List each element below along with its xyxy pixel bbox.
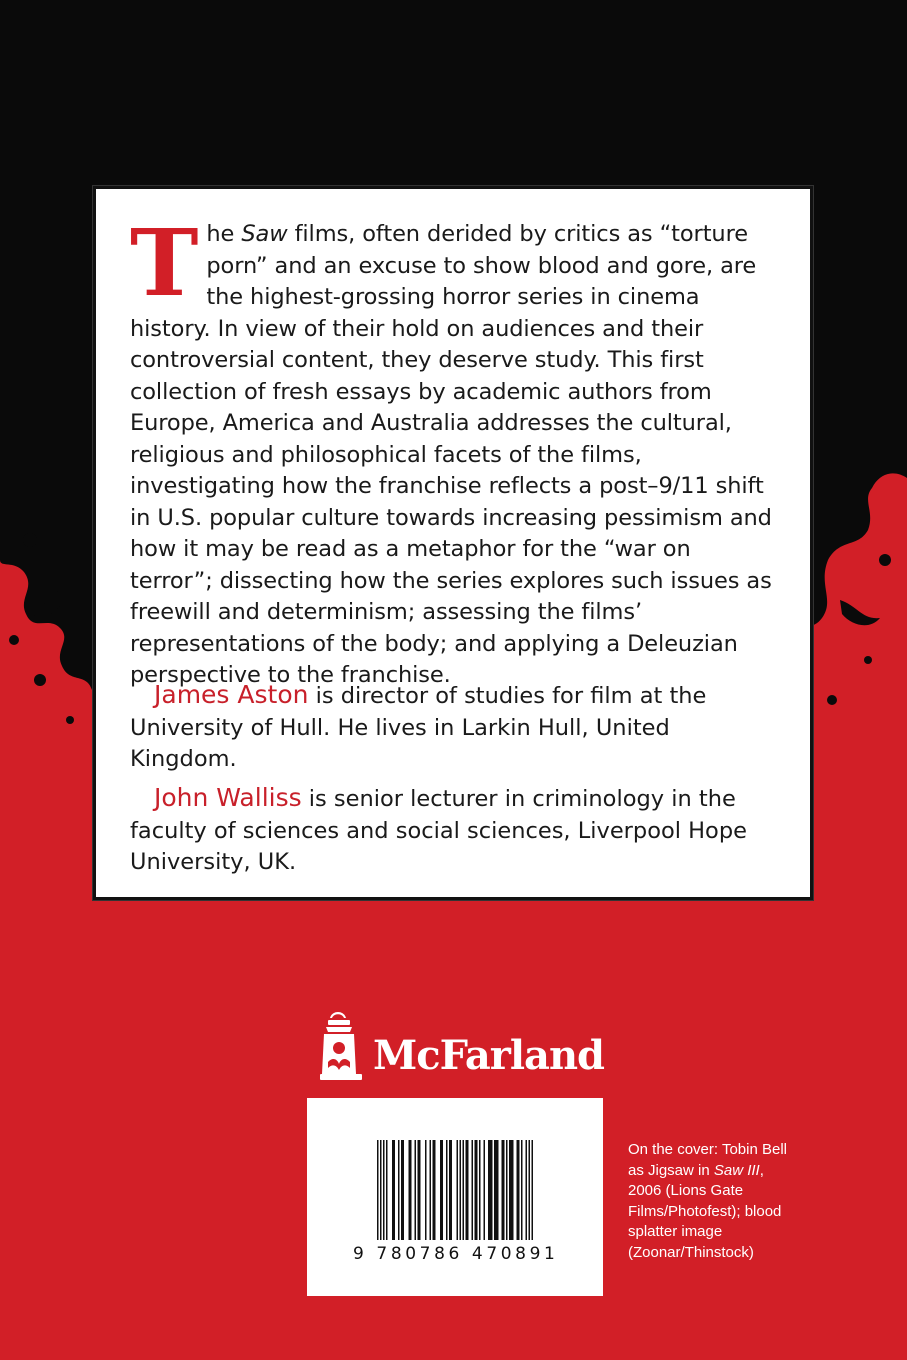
- credit-film: Saw III: [713, 1161, 760, 1179]
- barcode-bar: [409, 1140, 412, 1240]
- credit-suffix: , 2006 (Lions Gate Films/Photofest); blood splatter image (Zoonar/Thinstock): [628, 1161, 782, 1261]
- barcode-bar: [488, 1140, 493, 1240]
- blurb-text: films, often derided by critics as “torture porn” and an excuse to show blood and gore, are the highest-grossing horror series in cinema history. In view of their hold on audiences and their controversial content, they deserve study. This first collection of fresh essays by academic authors from Europe, America and Australia addresses the cultural, religious and philosophical facets of the films, investigating how the franchise reflects a post–9/11 shift in U.S. popular culture towards increasing pessimism and how it may be read as a metaphor for the “war on terror”; dissecting how the series explores such issues as freewill and determinism; assessing the films’ representations of the body; and applying a Deleuzian perspective to the franchise.: [130, 221, 772, 688]
- barcode-bar: [386, 1140, 388, 1240]
- author-bio-text: is director of studies for film at the University of Hull. He lives in Larkin Hull, United Kingdom.: [130, 683, 707, 772]
- author-name: John Walliss: [154, 783, 302, 812]
- barcode-bar: [517, 1140, 520, 1240]
- barcode-bar: [401, 1140, 404, 1240]
- barcode-bar: [506, 1140, 508, 1240]
- barcode-bar: [509, 1140, 514, 1240]
- barcode-bar: [463, 1140, 465, 1240]
- cover-credit: [628, 1140, 798, 1263]
- barcode-bar: [521, 1140, 523, 1240]
- drop-cap: T: [130, 209, 199, 317]
- barcode-bar: [502, 1140, 505, 1240]
- barcode-bar: [380, 1140, 382, 1240]
- barcode-bar: [526, 1140, 528, 1240]
- author-bio-walliss: [130, 782, 780, 879]
- author-name: James Aston: [154, 680, 309, 709]
- publisher-name: McFarland: [373, 1032, 604, 1079]
- isbn-barcode: [377, 1140, 533, 1244]
- barcode-bar: [440, 1140, 443, 1240]
- barcode-bar: [383, 1140, 385, 1240]
- barcode-bar: [494, 1140, 499, 1240]
- barcode-bar: [392, 1140, 395, 1240]
- film-title: Saw: [241, 221, 288, 247]
- barcode-bar: [415, 1140, 417, 1240]
- barcode-bar: [449, 1140, 452, 1240]
- barcode-bar: [433, 1140, 436, 1240]
- barcode-bar: [529, 1140, 531, 1240]
- credit-prefix: On the cover: Tobin Bell as Jigsaw in: [628, 1141, 787, 1179]
- barcode-bar: [446, 1140, 448, 1240]
- barcode-bar: [472, 1140, 474, 1240]
- barcode-bar: [457, 1140, 459, 1240]
- barcode-bar: [479, 1140, 481, 1240]
- barcode-bar: [418, 1140, 421, 1240]
- book-description: [130, 209, 780, 692]
- isbn-digits: 9 780786 470891: [353, 1244, 559, 1264]
- author-bio-aston: [130, 679, 780, 776]
- barcode-bar: [532, 1140, 534, 1240]
- barcode-bar: [430, 1140, 432, 1240]
- barcode-bar: [425, 1140, 427, 1240]
- barcode-bar: [484, 1140, 486, 1240]
- blurb-intro: he: [206, 221, 242, 247]
- barcode-bar: [460, 1140, 462, 1240]
- barcode-bar: [466, 1140, 469, 1240]
- barcode-bar: [475, 1140, 478, 1240]
- author-bio-text: is senior lecturer in criminology in the faculty of sciences and social sciences, Liverpool Hope University, UK.: [130, 786, 747, 875]
- barcode-bar: [398, 1140, 400, 1240]
- description-panel: [93, 186, 813, 900]
- barcode-bar: [377, 1140, 379, 1240]
- barcode-box: [307, 1098, 603, 1296]
